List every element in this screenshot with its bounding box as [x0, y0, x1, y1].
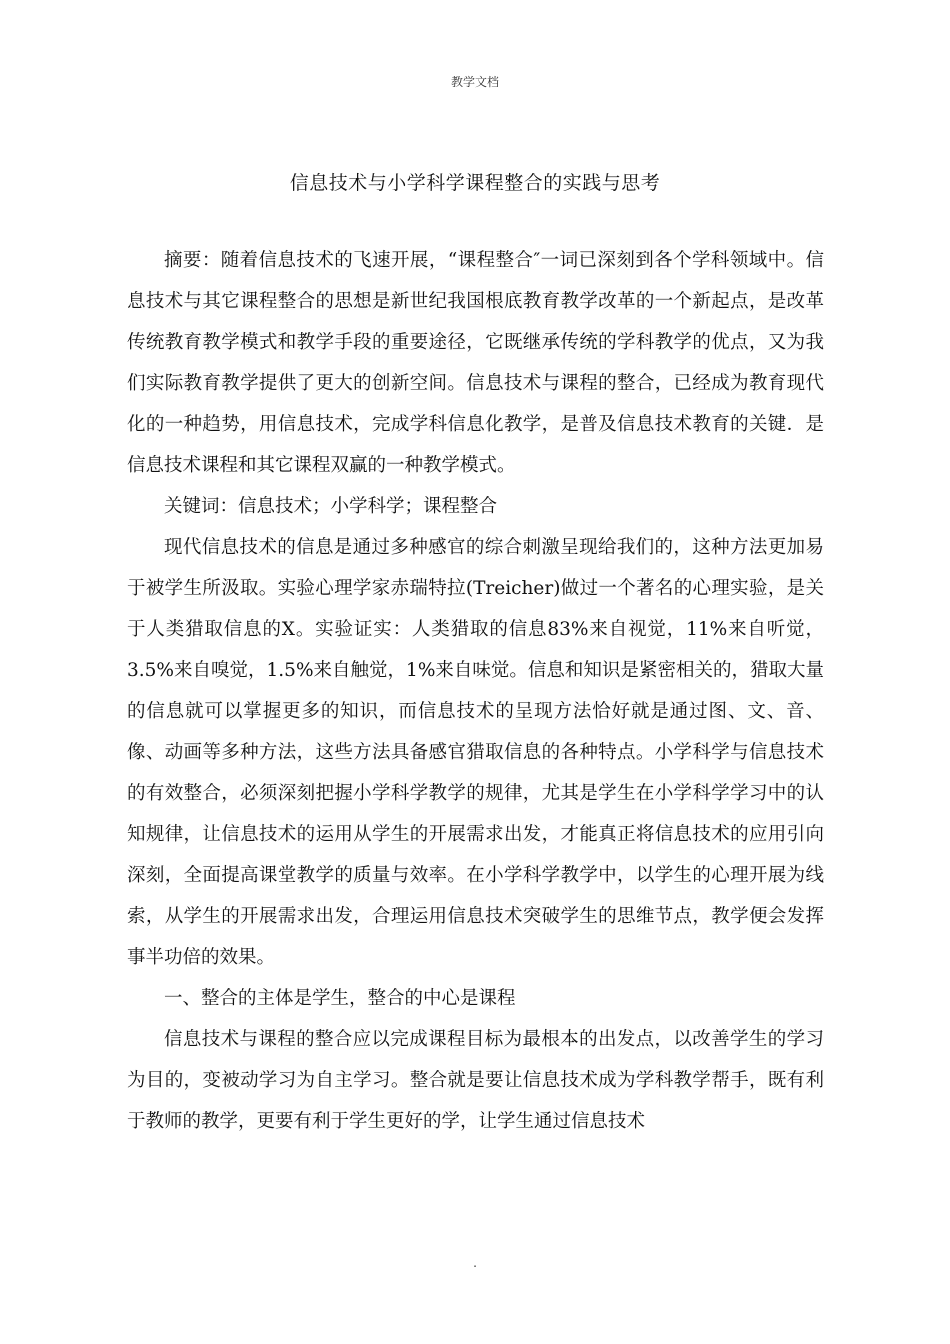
- keywords-paragraph: 关键词：信息技术；小学科学；课程整合: [164, 496, 498, 517]
- page-header: 教学文档: [450, 75, 499, 89]
- section-heading: 一、整合的主体是学生，整合的中心是课程: [164, 988, 516, 1009]
- document-title: 信息技术与小学科学课程整合的实践与思考: [289, 172, 661, 194]
- body-paragraph: 信息技术与课程的整合应以完成课程目标为最根本的出发点，以改善学生的学习为目的，变被动学习为自主学习。整合就是要让信息技术成为学科教学帮手，既有利于教师的教学，更要有利于学生更好的学，让学生通过信息技术: [127, 1029, 824, 1132]
- body-paragraph: 现代信息技术的信息是通过多种感官的综合刺激呈现给我们的，这种方法更加易于被学生所汲取。实验心理学家赤瑞特拉(Treicher)做过一个著名的心理实验，是关于人类猎取信息的X。实验证实：人类猎取的信息83%来自视觉，11%来自听觉，3.5%来自嗅觉，1.5%来自触觉，1%来自味觉。信息和知识是紧密相关的，猎取大量的信息就可以掌握更多的知识，而信息技术的呈现方法恰好就是通过图、文、音、像、动画等多种方法，这些方法具备感官猎取信息的各种特点。小学科学与信息技术的有效整合，必须深刻把握小学科学教学的规律，尤其是学生在小学科学学习中的认知规律，让信息技术的运用从学生的开展需求出发，才能真正将信息技术的应用引向深刻，全面提高课堂教学的质量与效率。在小学科学教学中，以学生的心理开展为线索，从学生的开展需求出发，合理运用信息技术突破学生的思维节点，教学便会发挥事半功倍的效果。: [127, 537, 824, 968]
- document-body: [127, 240, 824, 1142]
- abstract-paragraph: 摘要：随着信息技术的飞速开展，“课程整合″一词已深刻到各个学科领域中。信息技术与其它课程整合的思想是新世纪我国根底教育教学改革的一个新起点，是改革传统教育教学模式和教学手段的重要途径，它既继承传统的学科教学的优点，又为我们实际教育教学提供了更大的创新空间。信息技术与课程的整合，已经成为教育现代化的一种趋势，用信息技术，完成学科信息化教学，是普及信息技术教育的关键．是信息技术课程和其它课程双赢的一种教学模式。: [127, 250, 824, 476]
- page-footer: .: [473, 1256, 477, 1270]
